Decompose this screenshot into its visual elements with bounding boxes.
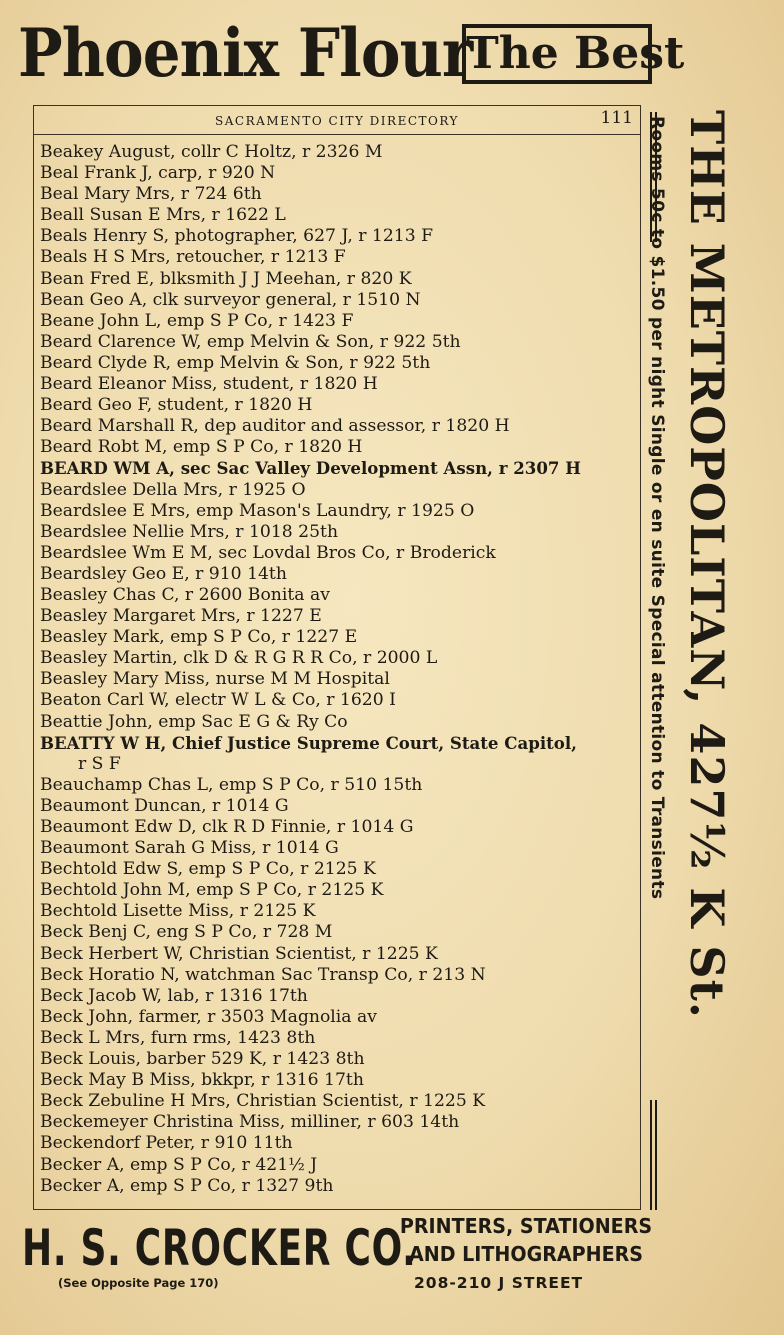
metropolitan-headline: THE METROPOLITAN, 427½ K St. (680, 110, 734, 1019)
metropolitan-details: Rooms 50c to $1.50 per night Single or en suite Special attention to Transients (647, 116, 667, 900)
bottom-advertisement (0, 1210, 784, 1335)
side-rule-bottom-left (650, 1100, 652, 1210)
directory-entry: Beall Susan E Mrs, r 1622 L (40, 205, 286, 226)
directory-entry: Beasley Martin, clk D & R G R R Co, r 2000 L (40, 648, 438, 669)
directory-entry: Beaumont Edw D, clk R D Finnie, r 1014 G (40, 817, 414, 837)
directory-entry: Beal Mary Mrs, r 724 6th (40, 184, 262, 205)
services-line-1: PRINTERS, STATIONERS (399, 1214, 653, 1238)
directory-entry: Bechtold Edw S, emp S P Co, r 2125 K (40, 859, 376, 880)
directory-entry: Beck Herbert W, Christian Scientist, r 1225 K (40, 943, 438, 964)
directory-entry: Beardsley Geo E, r 910 14th (40, 563, 287, 584)
page-number: 111 (600, 108, 633, 128)
directory-entry: Beckendorf Peter, r 910 11th (40, 1133, 293, 1154)
directory-entry: Beck Benj C, eng S P Co, r 728 M (40, 922, 333, 943)
directory-entry: Beck Louis, barber 529 K, r 1423 8th (40, 1049, 365, 1070)
directory-entry: Beaumont Sarah G Miss, r 1014 G (40, 838, 339, 859)
directory-entry: Beauchamp Chas L, emp S P Co, r 510 15th (40, 774, 423, 795)
directory-title: SACRAMENTO CITY DIRECTORY (215, 114, 459, 128)
top-advertisement (18, 14, 685, 92)
directory-entry: Becker A, emp S P Co, r 421½ J (40, 1154, 318, 1175)
printers-services (400, 1212, 653, 1268)
directory-entry: Beard Clarence W, emp Melvin & Son, r 922 5th (40, 331, 461, 352)
services-line-2: AND LITHOGRAPHERS (408, 1242, 644, 1266)
directory-entry: Beasley Margaret Mrs, r 1227 E (40, 606, 322, 627)
directory-entry: Beasley Chas C, r 2600 Bonita av (40, 584, 330, 605)
directory-entry: Beasley Mark, emp S P Co, r 1227 E (40, 627, 358, 648)
directory-entry: Beck Horatio N, watchman Sac Transp Co, r 213 N (40, 964, 486, 985)
directory-entry: Beal Frank J, carp, r 920 N (40, 163, 276, 184)
directory-entry: Beakey August, collr C Holtz, r 2326 M (40, 142, 383, 162)
directory-entries-list (40, 142, 640, 1197)
directory-entry: Beardslee Della Mrs, r 1925 O (40, 479, 306, 500)
directory-entry: Beck May B Miss, bkkpr, r 1316 17th (40, 1070, 364, 1091)
the-best-tagline-box: The Best (462, 24, 652, 84)
directory-entry: Beard Marshall R, dep auditor and assessor, r 1820 H (40, 416, 510, 437)
side-rule-bottom-right (655, 1100, 657, 1210)
directory-entry: Beardslee Wm E M, sec Lovdal Bros Co, r Broderick (40, 542, 496, 563)
directory-entry: Beard Clyde R, emp Melvin & Son, r 922 5th (40, 352, 431, 373)
directory-entry: Beardslee Nellie Mrs, r 1018 25th (40, 521, 339, 542)
directory-entry: Beattie John, emp Sac E G & Ry Co (40, 711, 348, 732)
directory-entry: Bechtold John M, emp S P Co, r 2125 K (40, 880, 384, 901)
phoenix-flour-brand: Phoenix Flour (18, 14, 473, 92)
directory-entry: Beck Zebuline H Mrs, Christian Scientist, r 1225 K (40, 1091, 486, 1112)
directory-entry: Beaton Carl W, electr W L & Co, r 1620 I (40, 690, 396, 711)
directory-entry: Beckemeyer Christina Miss, milliner, r 603 14th (40, 1112, 460, 1133)
directory-entry: Bean Fred E, blksmith J J Meehan, r 820 K (40, 268, 412, 289)
directory-entry: Beals Henry S, photographer, 627 J, r 1213 F (40, 226, 434, 247)
directory-entry: Bean Geo A, clk surveyor general, r 1510 N (40, 289, 421, 310)
directory-entry: Beck John, farmer, r 3503 Magnolia av (40, 1006, 377, 1027)
directory-entry: BEARD WM A, sec Sac Valley Development Assn, r 2307 H (40, 458, 581, 479)
directory-entry: Beck Jacob W, lab, r 1316 17th (40, 985, 308, 1006)
see-opposite-page-note: (See Opposite Page 170) (58, 1276, 219, 1290)
crocker-company-name: H. S. CROCKER CO. (22, 1219, 417, 1277)
crocker-address: 208-210 J STREET (414, 1274, 584, 1292)
directory-entry: Bechtold Lisette Miss, r 2125 K (40, 901, 316, 922)
directory-entry: Beard Eleanor Miss, student, r 1820 H (40, 374, 378, 395)
directory-entry: Becker A, emp S P Co, r 1327 9th (40, 1175, 334, 1196)
running-header (33, 105, 641, 135)
directory-entry: Beard Robt M, emp S P Co, r 1820 H (40, 437, 363, 458)
directory-entry: Beardslee E Mrs, emp Mason's Laundry, r 1925 O (40, 500, 475, 521)
directory-entry: Beaumont Duncan, r 1014 G (40, 795, 289, 816)
directory-entry-continuation: r S F (78, 753, 121, 774)
directory-entry: Beard Geo F, student, r 1820 H (40, 395, 313, 416)
directory-entry: BEATTY W H, Chief Justice Supreme Court, State Capitol, (40, 732, 577, 753)
directory-entry: Beasley Mary Miss, nurse M M Hospital (40, 669, 390, 690)
directory-entry: Beals H S Mrs, retoucher, r 1213 F (40, 247, 346, 268)
directory-entry: Beck L Mrs, furn rms, 1423 8th (40, 1027, 316, 1048)
directory-entry: Beane John L, emp S P Co, r 1423 F (40, 310, 354, 331)
